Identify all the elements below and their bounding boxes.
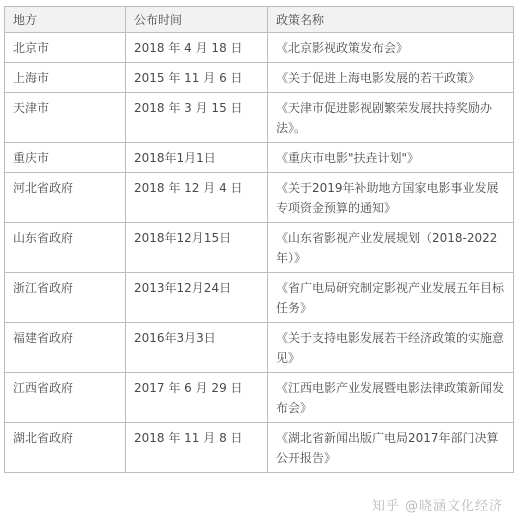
cell-region: 重庆市 [5,143,126,173]
table-row [5,373,514,423]
table-row [5,93,514,143]
policy-table [4,6,514,473]
table-row [5,33,514,63]
cell-date: 2018 年 3 月 15 日 [126,93,268,143]
cell-region: 上海市 [5,63,126,93]
cell-policy: 《省广电局研究制定影视产业发展五年目标任务》 [268,273,514,323]
cell-policy: 《江西电影产业发展暨电影法律政策新闻发布会》 [268,373,514,423]
table-row [5,273,514,323]
header-date: 公布时间 [126,7,268,33]
cell-policy: 《关于2019年补助地方国家电影事业发展专项资金预算的通知》 [268,173,514,223]
cell-policy: 《重庆市电影"扶垚计划"》 [268,143,514,173]
table-row [5,423,514,473]
cell-policy: 《湖北省新闻出版广电局2017年部门决算公开报告》 [268,423,514,473]
cell-date: 2018 年 4 月 18 日 [126,33,268,63]
cell-policy: 《山东省影视产业发展规划（2018-2022年）》 [268,223,514,273]
cell-date: 2018 年 12 月 4 日 [126,173,268,223]
cell-date: 2013年12月24日 [126,273,268,323]
header-region: 地方 [5,7,126,33]
source-watermark: 知乎 @晓涵文化经济 [371,499,503,514]
cell-policy: 《北京影视政策发布会》 [268,33,514,63]
cell-policy: 《关于支持电影发展若干经济政策的实施意见》 [268,323,514,373]
cell-date: 2015 年 11 月 6 日 [126,63,268,93]
cell-region: 湖北省政府 [5,423,126,473]
cell-region: 河北省政府 [5,173,126,223]
cell-policy: 《关于促进上海电影发展的若干政策》 [268,63,514,93]
table-row [5,323,514,373]
cell-region: 江西省政府 [5,373,126,423]
cell-date: 2018年12月15日 [126,223,268,273]
table-row [5,173,514,223]
table-row [5,223,514,273]
cell-region: 浙江省政府 [5,273,126,323]
cell-region: 山东省政府 [5,223,126,273]
table-row [5,63,514,93]
table-row [5,143,514,173]
cell-region: 福建省政府 [5,323,126,373]
cell-region: 天津市 [5,93,126,143]
cell-policy: 《天津市促进影视剧繁荣发展扶持奖励办法》。 [268,93,514,143]
cell-region: 北京市 [5,33,126,63]
table-header-row [5,7,514,33]
cell-date: 2016年3月3日 [126,323,268,373]
header-policy-name: 政策名称 [268,7,514,33]
cell-date: 2018 年 11 月 8 日 [126,423,268,473]
cell-date: 2017 年 6 月 29 日 [126,373,268,423]
cell-date: 2018年1月1日 [126,143,268,173]
